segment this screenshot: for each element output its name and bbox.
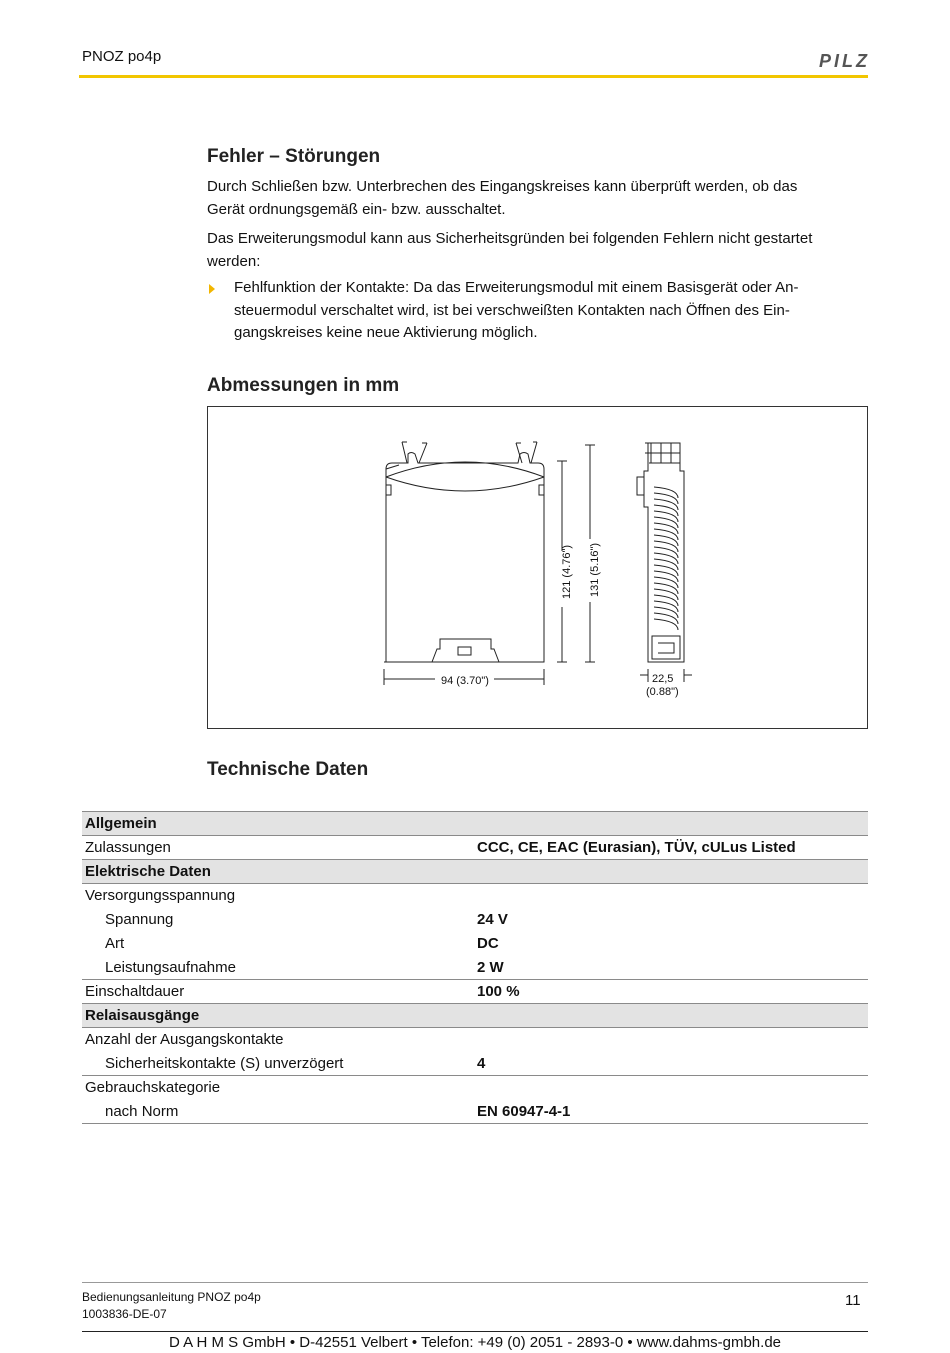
table-cell-value <box>475 860 868 884</box>
table-cell-label: Gebrauchskategorie <box>82 1076 475 1100</box>
table-row <box>82 908 868 932</box>
table-row <box>82 1100 868 1124</box>
paragraph-fehler-2 <box>207 228 867 273</box>
table-cell-label: Relaisausgänge <box>82 1004 475 1028</box>
table-cell-value <box>475 1076 868 1100</box>
header-rule <box>79 75 868 78</box>
dimension-drawing-svg <box>208 407 867 728</box>
table-cell-value <box>475 1028 868 1052</box>
footer-doc-info <box>82 1289 261 1323</box>
text-line: Fehlfunktion der Kontakte: Da das Erweiterungsmodul mit einem Basisgerät oder An- <box>234 279 799 296</box>
table-cell-value: 24 V <box>477 911 508 928</box>
paragraph-fehler-1 <box>207 176 867 221</box>
footer-company-line: D A H M S GmbH • D-42551 Velbert • Telefon: +49 (0) 2051 - 2893-0 • www.dahms-gmbh.de <box>168 1334 782 1351</box>
table-row <box>82 932 868 956</box>
header-title: PNOZ po4p <box>82 48 162 65</box>
pilz-logo <box>819 52 869 70</box>
page-number: 11 <box>845 1292 861 1309</box>
dimension-drawing <box>207 406 868 729</box>
text-line: gangskreises keine neue Aktivierung möglich. <box>234 324 538 341</box>
table-cell-value: 100 % <box>475 980 868 1004</box>
table-cell-value: DC <box>477 935 499 952</box>
bullet-item <box>234 277 864 345</box>
heading-technische-daten: Technische Daten <box>207 759 369 780</box>
table-cell-value <box>475 1004 868 1028</box>
table-section-row <box>82 812 868 836</box>
text-line: Durch Schließen bzw. Unterbrechen des Eingangskreises kann überprüft werden, ob das <box>207 178 798 195</box>
table-row <box>82 1028 868 1052</box>
dim-width-front-label: 94 (3.70") <box>441 675 489 687</box>
table-cell-label: Sicherheitskontakte (S) unverzögert <box>105 1054 344 1072</box>
footer-doc-number: 1003836-DE-07 <box>82 1307 167 1321</box>
text-line: Gerät ordnungsgemäß ein- bzw. ausschaltet. <box>207 200 506 218</box>
heading-fehler: Fehler – Störungen <box>207 146 381 167</box>
table-row <box>82 1052 868 1076</box>
table-cell-value: CCC, CE, EAC (Eurasian), TÜV, cULus Listed <box>477 839 796 856</box>
footer-doc-title: Bedienungsanleitung PNOZ po4p <box>82 1290 261 1304</box>
triangle-right-icon <box>208 283 216 295</box>
table-cell-label: nach Norm <box>82 1100 475 1124</box>
footer-rule-bottom <box>82 1331 868 1332</box>
table-cell-label: Art <box>105 935 125 952</box>
table-cell-label: Versorgungsspannung <box>85 887 236 905</box>
table-section-row <box>82 860 868 884</box>
table-row <box>82 884 868 908</box>
footer-rule <box>82 1282 868 1283</box>
table-row <box>82 836 868 860</box>
table-section-row <box>82 1004 868 1028</box>
dim-height-outer-label: 131 (5.16") <box>589 542 601 597</box>
table-cell-value <box>475 812 868 836</box>
table-cell-label: Leistungsaufnahme <box>105 958 236 976</box>
table-cell-label: Spannung <box>105 911 174 928</box>
table-cell-value: 2 W <box>477 958 504 976</box>
text-line: Das Erweiterungsmodul kann aus Sicherheitsgründen bei folgenden Fehlern nicht gestartet <box>207 230 813 247</box>
table-row <box>82 956 868 980</box>
table-cell-value: EN 60947-4-1 <box>475 1100 868 1124</box>
table-row <box>82 980 868 1004</box>
table-cell-label: Einschaltdauer <box>82 980 475 1004</box>
heading-abmessungen: Abmessungen in mm <box>207 375 400 396</box>
spec-table <box>82 811 868 1124</box>
dim-height-inner-label: 121 (4.76") <box>561 544 573 599</box>
table-cell-label: Elektrische Daten <box>82 860 475 884</box>
dim-width-side-mm-label: 22,5 <box>652 673 674 685</box>
text-line: steuermodul verschaltet wird, ist bei verschweißten Kontakten nach Öffnen des Ein- <box>234 301 790 319</box>
table-cell-value <box>475 884 868 908</box>
table-cell-label: Zulassungen <box>85 839 171 856</box>
table-row <box>82 1076 868 1100</box>
text-line: werden: <box>207 252 261 270</box>
table-cell-value: 4 <box>477 1054 486 1072</box>
svg-text:PILZ: PILZ <box>819 52 868 70</box>
dim-width-side-in-label: (0.88") <box>646 686 679 698</box>
table-cell-label: Anzahl der Ausgangskontakte <box>85 1031 284 1049</box>
table-cell-label: Allgemein <box>82 812 475 836</box>
